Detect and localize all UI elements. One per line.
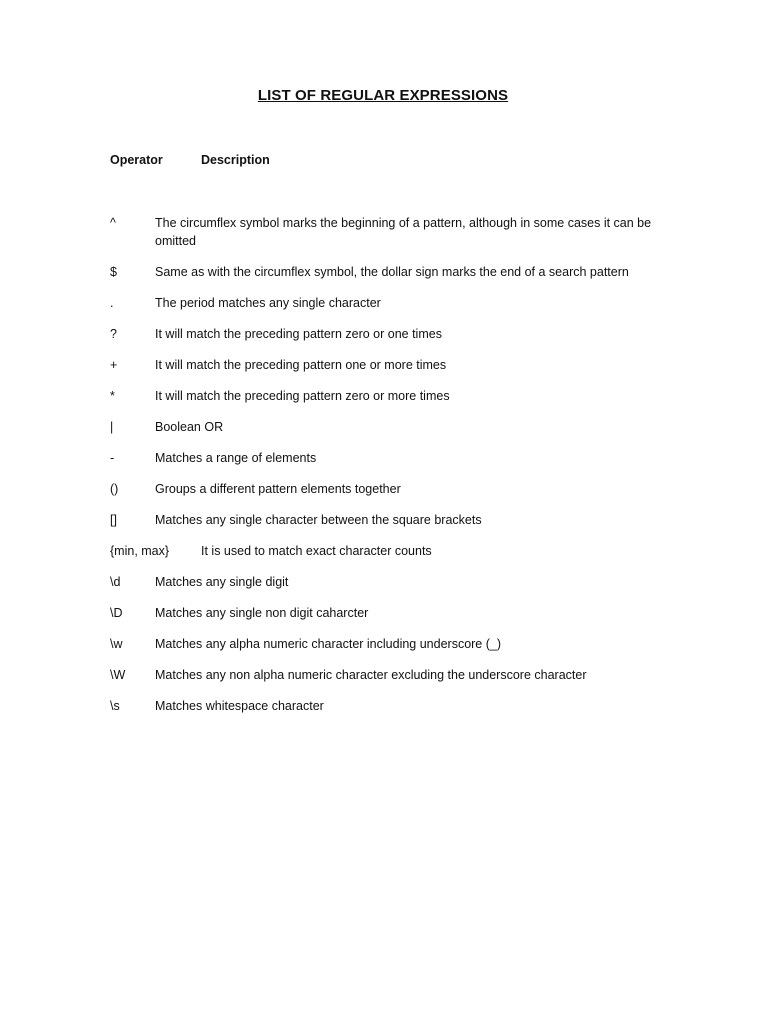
- operator-description: The period matches any single character: [155, 296, 381, 310]
- operator-description: Matches any alpha numeric character including underscore (_): [155, 637, 502, 651]
- operator-description: It is used to match exact character counts: [201, 544, 432, 558]
- operator-description: Same as with the circumflex symbol, the dollar sign marks the end of a search pattern: [155, 265, 629, 279]
- operator-description: It will match the preceding pattern zero or one times: [155, 327, 442, 341]
- operator-description: It will match the preceding pattern one or more times: [155, 358, 447, 372]
- operator-description: Groups a different pattern elements together: [155, 482, 401, 496]
- operator-symbol: \D: [110, 606, 123, 620]
- operator-symbol: (): [110, 482, 119, 496]
- operator-description: Matches whitespace character: [155, 699, 324, 713]
- operator-symbol: ^: [110, 216, 116, 230]
- operator-symbol: \d: [110, 575, 121, 589]
- operator-column-header: Operator: [110, 153, 163, 167]
- operator-symbol: |: [110, 420, 114, 434]
- operator-symbol: {min, max}: [110, 544, 170, 558]
- operator-description: Matches any single digit: [155, 575, 289, 589]
- operator-description: Matches a range of elements: [155, 451, 317, 465]
- operator-description: Boolean OR: [155, 420, 224, 434]
- operator-symbol: ?: [110, 327, 117, 341]
- page-title: LIST OF REGULAR EXPRESSIONS: [257, 87, 509, 104]
- operator-symbol: []: [110, 513, 117, 527]
- description-column-header: Description: [201, 153, 270, 167]
- operator-description: Matches any non alpha numeric character excluding the underscore character: [155, 668, 587, 682]
- operator-description: Matches any single character between the square brackets: [155, 513, 482, 527]
- operator-symbol: $: [110, 265, 117, 279]
- operator-symbol: -: [110, 451, 115, 465]
- operator-symbol: *: [110, 389, 115, 403]
- operator-description: Matches any single non digit caharcter: [155, 606, 369, 620]
- operator-description: The circumflex symbol marks the beginning of a pattern, although in some cases it can be omitted: [155, 216, 652, 248]
- operator-symbol: \W: [110, 668, 126, 682]
- operator-symbol: \s: [110, 699, 120, 713]
- operator-symbol: .: [110, 296, 114, 310]
- operator-symbol: +: [110, 358, 118, 372]
- operator-symbol: \w: [110, 637, 123, 651]
- operator-description: It will match the preceding pattern zero or more times: [155, 389, 450, 403]
